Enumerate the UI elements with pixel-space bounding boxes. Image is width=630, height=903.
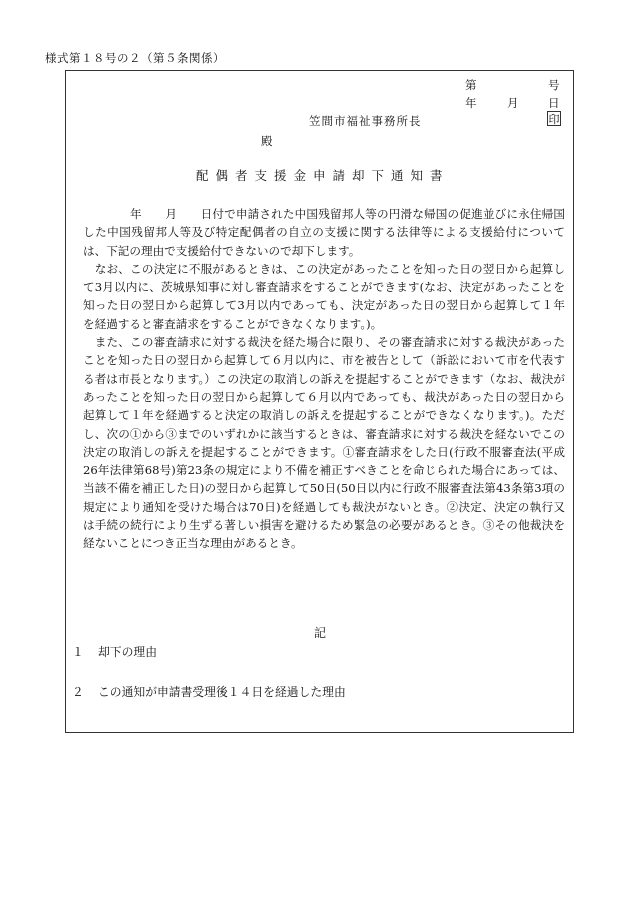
seal-mark: 印: [548, 113, 560, 126]
ki-heading: 記: [314, 626, 327, 640]
document-number-prefix: 第: [465, 78, 477, 92]
item-number: １: [72, 645, 84, 659]
document-number-suffix: 号: [548, 78, 560, 92]
item-rejection-reason: [72, 643, 157, 660]
date-day: 日: [548, 96, 560, 110]
item-number: ２: [72, 685, 84, 699]
body-paragraph-2: なお、この決定に不服があるときは、この決定があったことを知った日の翌日から起算して3月以内に、茨城県知事に対し審査請求をすることができます(なお、決定があったことを知った日の翌日から起算して3月以内であっても、決定があった日の翌日から起算して１年を経過すると審査請求をすることができなくなります。)。: [83, 261, 565, 331]
date-year: 年: [465, 96, 477, 110]
date-month: 月: [507, 96, 519, 110]
form-number-label: 様式第１８号の２（第５条関係）: [45, 51, 225, 65]
item-label: この通知が申請書受理後１４日を経過した理由: [98, 685, 346, 699]
notice-body: [83, 205, 565, 553]
issuer-name: 笠間市福祉事務所長: [309, 114, 422, 128]
item-label: 却下の理由: [98, 645, 157, 659]
addressee-honorific: 殿: [261, 134, 273, 148]
document-title: 配偶者支援金申請却下通知書: [196, 168, 450, 183]
body-paragraph-1: 年 月 日付で申請された中国残留邦人等の円滑な帰国の促進並びに永住帰国した中国残留邦人等及び特定配偶者の自立の支援に関する法律等による支援給付については、下記の理由で支援給付できないので却下します。: [83, 207, 565, 258]
body-paragraph-3: また、この審査請求に対する裁決を経た場合に限り、その審査請求に対する裁決があったことを知った日の翌日から起算して６月以内に、市を被告として（訴訟において市を代表する者は市長となります。）この決定の取消しの訴えを提起することができます（なお、裁決があったことを知った日の翌日から起算して６月以内であっても、裁決があった日の翌日から起算して１年を経過すると決定の取消しの訴えを提起することができなくなります。)。ただし、次の①から③までのいずれかに該当するときは、審査請求に対する裁決を経ないでこの決定の取消しの訴えを提起することができます。①審査請求をした日(行政不服審査法(平成26年法律第68号)第23条の規定により不備を補正すべきことを命じられた場合にあっては、当該不備を補正した日)の翌日から起算して50日(50日以内に行政不服審査法第43条第3項の規定により通知を受けた場合は70日)を経過しても裁決がないとき。②決定、決定の執行又は手続の続行により生ずる著しい損害を避けるため緊急の必要があるとき。③その他裁決を経ないことにつき正当な理由があるとき。: [83, 335, 565, 551]
item-delay-reason: [72, 683, 346, 700]
